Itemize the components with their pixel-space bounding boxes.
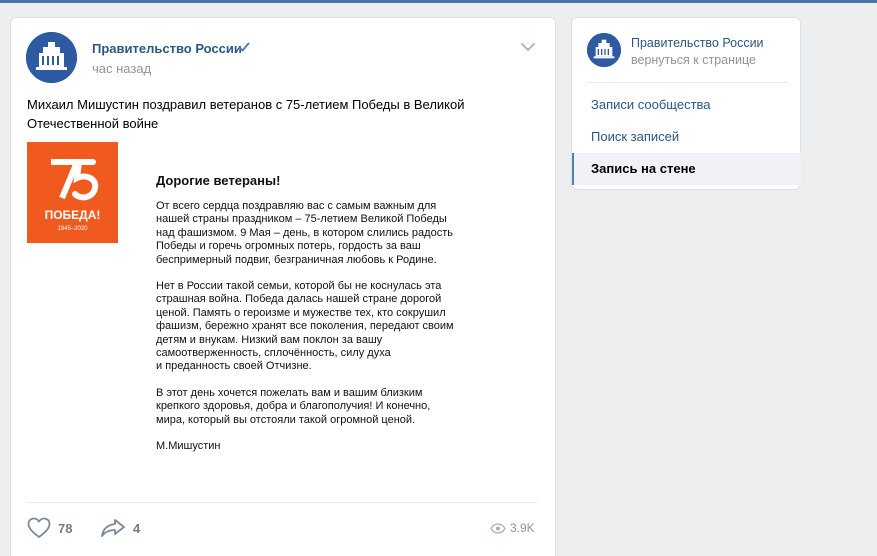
letter-paragraph-2: Нет в России такой семьи, которой бы не коснулась эта страшная война. Победа далась нашей стране дорогой ценой. Память о героизме и мужестве тех, кто сокрушил фашизм, бережно хранят все поколения, передают своим детям и внукам. Низкий вам поклон за вашу самоотверженность, сплочённость, силу духа и преданность своей Отчизне. — [156, 280, 454, 373]
side-item-community-posts[interactable]: Записи сообщества — [591, 97, 711, 112]
letter-image-text — [156, 173, 486, 452]
victory-75-logo[interactable] — [27, 142, 118, 243]
letter-paragraph-1: От всего сердца поздравляю вас с самым важным для нашей страны праздником – 75-летием Великой Победы над фашизмом. 9 Мая – день, в котором слились радость Победы и горечь огромных потерь, гордость за ваш беспримерный подвиг, безграничная любовь к Родине. — [156, 200, 453, 266]
author-name[interactable]: Правительство России — [92, 41, 242, 56]
author-avatar[interactable] — [26, 32, 77, 83]
views-indicator — [490, 520, 535, 536]
victory-75-logo-graphic — [27, 142, 118, 243]
side-item-wall-post[interactable]: Запись на стене — [572, 153, 801, 185]
post-time[interactable]: час назад — [92, 61, 152, 76]
logo-years: 1945–2020 — [57, 226, 88, 232]
eye-icon — [490, 523, 506, 534]
chevron-down-icon[interactable] — [520, 42, 536, 52]
heart-icon — [27, 517, 51, 539]
wall-post — [10, 17, 556, 556]
top-bar — [0, 0, 877, 3]
side-navigation — [571, 17, 801, 190]
side-avatar[interactable] — [587, 33, 621, 67]
side-item-search-posts[interactable]: Поиск записей — [591, 129, 680, 144]
like-button[interactable] — [27, 517, 72, 539]
logo-number: 75 — [71, 198, 74, 199]
side-divider — [587, 82, 787, 83]
post-text: Михаил Мишустин поздравил ветеранов с 75-летием Победы в Великой Отечественной войне — [27, 97, 465, 131]
likes-count: 78 — [58, 520, 73, 536]
government-building-icon — [26, 32, 77, 83]
letter-heading: Дорогие ветераны! — [156, 173, 281, 188]
government-building-icon — [587, 33, 621, 67]
share-arrow-icon — [100, 518, 126, 538]
share-button[interactable] — [100, 517, 140, 539]
shares-count: 4 — [133, 520, 141, 536]
logo-word: ПОБЕДА! — [44, 208, 101, 222]
letter-signature: М.Мишустин — [156, 440, 221, 453]
letter-paragraph-3: В этот день хочется пожелать вам и вашим близким крепкого здоровья, добра и благополучия! И конечно, мира, который вы отстояли такой огромной ценой. — [156, 386, 431, 426]
side-community-name[interactable]: Правительство России — [631, 36, 764, 50]
back-to-page-link[interactable]: вернуться к странице — [631, 53, 756, 67]
post-divider — [27, 502, 537, 503]
verified-check-icon — [238, 41, 250, 53]
views-count: 3.9K — [510, 521, 535, 535]
